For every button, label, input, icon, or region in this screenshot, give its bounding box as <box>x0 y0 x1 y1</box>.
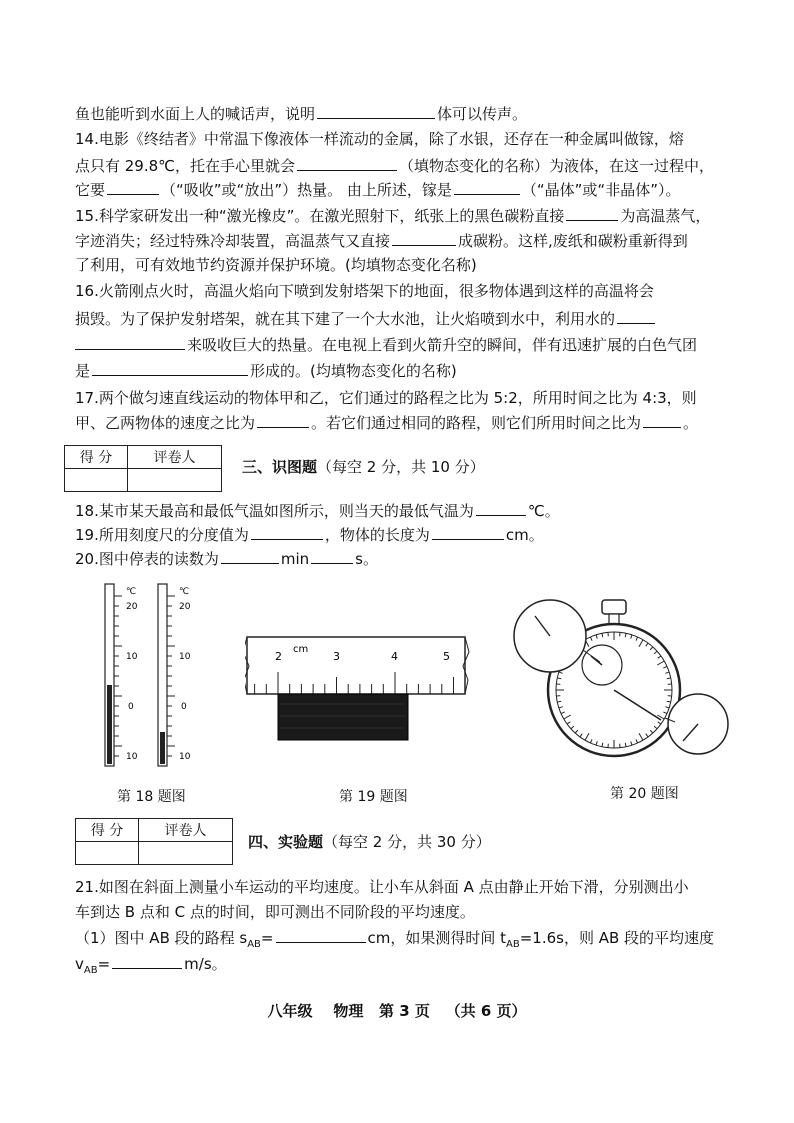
thermometer-left <box>105 584 138 766</box>
caption-fig19: 第 19 题图 <box>339 789 408 805</box>
answer-blank[interactable] <box>617 308 655 324</box>
subscript: AB <box>247 939 261 950</box>
text: ℃。 <box>527 502 560 520</box>
text: （“吸收”或“放出”）热量。 由上所述，镓是 <box>161 181 452 199</box>
answer-blank[interactable] <box>276 927 366 943</box>
text: （填物态变化的名称）为液体，在这一过程中， <box>399 157 715 175</box>
text: m/s。 <box>184 955 227 973</box>
q15-line2 <box>75 230 688 251</box>
grader-label: 评卷人 <box>139 819 233 842</box>
section-title: 四、实验题 <box>248 833 324 851</box>
answer-blank[interactable] <box>75 334 185 350</box>
section3-heading <box>242 456 485 477</box>
ruler-unit: cm <box>293 644 309 655</box>
text: 成碳粉。这样,废纸和碳粉重新得到 <box>458 232 688 250</box>
q16-line3 <box>75 334 697 355</box>
q16-line2 <box>75 308 657 329</box>
text: = <box>260 929 274 947</box>
text: = <box>97 955 111 973</box>
q16-line4 <box>75 360 457 381</box>
text: 体可以传声。 <box>437 105 528 123</box>
q14-line3 <box>75 179 680 200</box>
text: 为高温蒸气， <box>620 207 711 225</box>
text: 是 <box>75 362 91 380</box>
q14-line1: 14.电影《终结者》中常温下像液体一样流动的金属，除了水银，还存在一种金属叫做镓，熔 <box>75 130 684 148</box>
figure-19-ruler <box>245 632 470 744</box>
text: 来吸收巨大的热量。在电视上看到火箭升空的瞬间，伴有迅速扩展的白色气团 <box>187 336 698 354</box>
text: 。若它们通过相同的路程，则它们所用时间之比为 <box>311 414 642 432</box>
score-cell[interactable] <box>65 469 128 492</box>
text: 损毁。为了保护发射塔架，就在其下建了一个大水池，让火焰喷到水中，利用水的 <box>75 310 616 328</box>
q21-line3 <box>75 927 714 955</box>
answer-blank[interactable] <box>392 230 456 246</box>
q21-line4 <box>75 953 227 981</box>
answer-blank[interactable] <box>454 179 520 195</box>
figure-18-thermometers <box>92 582 202 772</box>
answer-blank[interactable] <box>476 500 526 516</box>
text: 甲、乙两物体的速度之比为 <box>75 414 256 432</box>
q17-line2 <box>75 412 698 433</box>
text: 形成的。(均填物态变化的名称) <box>250 362 457 380</box>
text: 它要 <box>75 181 106 199</box>
answer-blank[interactable] <box>112 953 182 969</box>
answer-blank[interactable] <box>297 155 397 171</box>
q13-tail <box>75 103 527 124</box>
grader-cell[interactable] <box>128 469 222 492</box>
q14-line2 <box>75 155 714 176</box>
answer-blank[interactable] <box>257 412 309 428</box>
text: （“晶体”或“非晶体”）。 <box>521 181 681 199</box>
answer-blank[interactable] <box>92 360 248 376</box>
section-note: （每空 2 分，共 30 分） <box>323 833 491 851</box>
text: 字迹消失；经过特殊冷却装置，高温蒸气又直接 <box>75 232 391 250</box>
grader-cell[interactable] <box>139 842 233 865</box>
q17-line1: 17.两个做匀速直线运动的物体甲和乙，它们通过的路程之比为 5:2，所用时间之比为 4:3，则 <box>75 389 697 407</box>
ruler-tick: 3 <box>333 650 340 663</box>
tick-label: 10 <box>126 652 138 662</box>
text: v <box>75 955 84 973</box>
text: 18.某市某天最高和最低气温如图所示，则当天的最低气温为 <box>75 502 474 520</box>
tick-label: 10 <box>179 752 191 762</box>
text: 19.所用刻度尺的分度值为 <box>75 526 249 544</box>
score-cell[interactable] <box>76 842 139 865</box>
score-label: 得 分 <box>76 819 139 842</box>
text: =1.6s，则 AB 段的平均速度 <box>519 929 715 947</box>
score-label: 得 分 <box>65 446 128 469</box>
text: 20.图中停表的读数为 <box>75 550 219 568</box>
subscript: AB <box>506 939 520 950</box>
tick-label: 0 <box>128 702 134 712</box>
text: cm。 <box>505 526 544 544</box>
text: 15.科学家研发出一种“激光橡皮”。在激光照射下，纸张上的黑色碳粉直接 <box>75 207 565 225</box>
text: 鱼也能听到水面上人的喊话声，说明 <box>75 105 316 123</box>
text: s。 <box>355 550 378 568</box>
score-table-section4 <box>75 818 233 865</box>
thermo-unit: ℃ <box>126 587 137 597</box>
answer-blank[interactable] <box>221 548 279 564</box>
tick-label: 20 <box>179 602 191 612</box>
q16-line1: 16.火箭刚点火时，高温火焰向下喷到发射塔架下的地面，很多物体遇到这样的高温将会 <box>75 282 654 300</box>
q15-line1 <box>75 205 710 226</box>
section4-heading <box>248 831 491 852</box>
text: 点只有 29.8℃，托在手心里就会 <box>75 157 296 175</box>
section-title: 三、识图题 <box>242 458 318 476</box>
text: （1）图中 AB 段的路程 s <box>75 929 248 947</box>
q19 <box>75 524 544 545</box>
tick-label: 10 <box>179 652 191 662</box>
ruler-tick: 4 <box>391 650 398 663</box>
stopwatch-crown-icon <box>602 600 626 624</box>
answer-blank[interactable] <box>643 412 681 428</box>
answer-blank[interactable] <box>251 524 323 540</box>
grader-label: 评卷人 <box>128 446 222 469</box>
q18 <box>75 500 560 521</box>
q15-line3: 了利用，可有效地节约资源并保护环境。(均填物态变化名称) <box>75 256 477 274</box>
answer-blank[interactable] <box>317 103 435 119</box>
text: cm，如果测得时间 t <box>367 929 507 947</box>
tick-label: 20 <box>126 602 138 612</box>
text: ，物体的长度为 <box>324 526 430 544</box>
page-footer: 八年级 物理 第 3 页 （共 6 页） <box>267 1002 527 1020</box>
text: min <box>280 550 310 568</box>
answer-blank[interactable] <box>566 205 618 221</box>
score-table-section3 <box>64 445 222 492</box>
figure-20-stopwatch <box>505 598 735 776</box>
q20 <box>75 548 378 569</box>
answer-blank[interactable] <box>311 548 353 564</box>
measured-object <box>278 694 408 740</box>
q21-line1: 21.如图在斜面上测量小车运动的平均速度。让小车从斜面 A 点由静止开始下滑，分别测出小 <box>75 878 689 896</box>
caption-fig18: 第 18 题图 <box>117 789 186 805</box>
tick-label: 10 <box>126 752 138 762</box>
tick-label: 0 <box>181 702 187 712</box>
section-note: （每空 2 分，共 10 分） <box>317 458 485 476</box>
ruler-tick: 2 <box>275 650 282 663</box>
answer-blank[interactable] <box>107 179 159 195</box>
q21-line2: 车到达 B 点和 C 点的时间，即可测出不同阶段的平均速度。 <box>75 903 475 921</box>
text: 。 <box>683 414 699 432</box>
caption-fig20: 第 20 题图 <box>610 786 679 802</box>
subscript: AB <box>83 965 98 976</box>
thermo-unit: ℃ <box>179 587 190 597</box>
answer-blank[interactable] <box>432 524 504 540</box>
ruler-tick: 5 <box>443 650 450 663</box>
thermometer-right <box>158 584 191 766</box>
